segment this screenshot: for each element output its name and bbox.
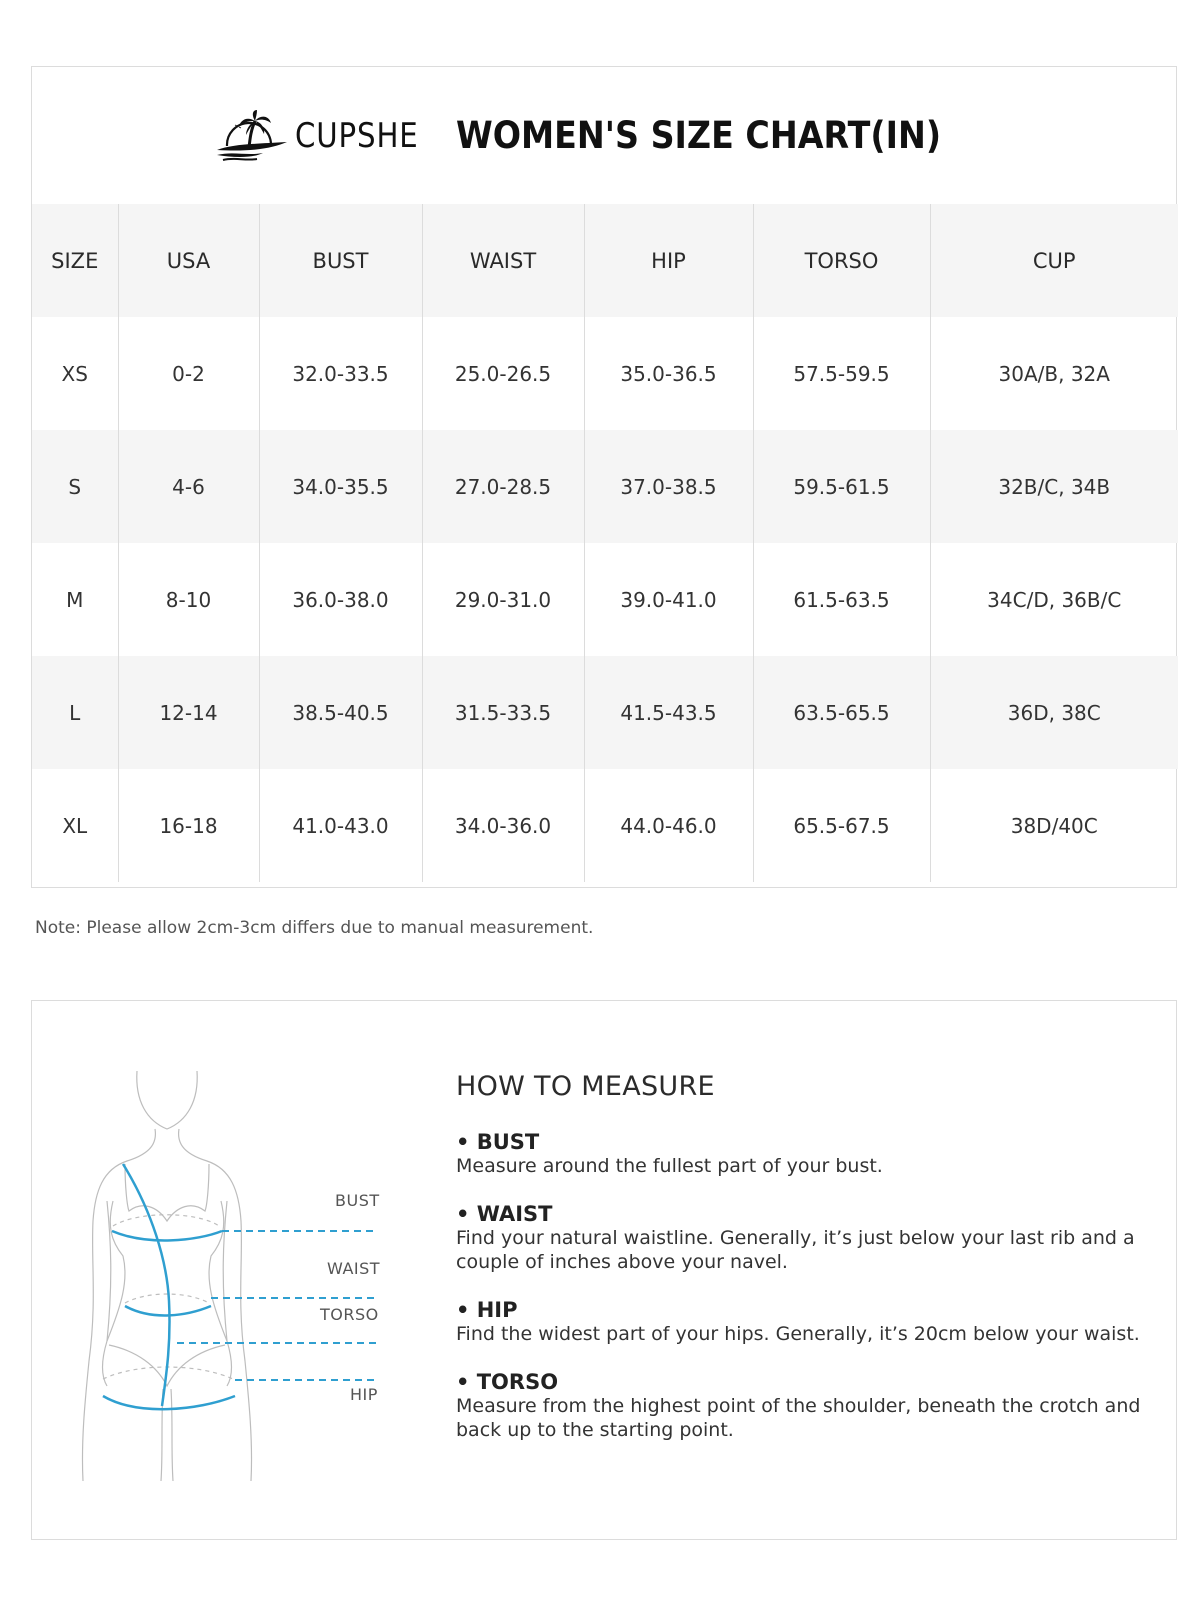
measure-item-desc: Measure around the fullest part of your bust. xyxy=(456,1155,883,1177)
cell-torso: 59.5-61.5 xyxy=(753,430,930,543)
measure-item-desc: Find the widest part of your hips. Generally, it’s 20cm below your waist. xyxy=(456,1323,1140,1345)
table-header-row xyxy=(32,204,1178,317)
cell-bust: 34.0-35.5 xyxy=(259,430,422,543)
cell-cup: 38D/40C xyxy=(930,769,1178,882)
cell-hip: 35.0-36.5 xyxy=(584,317,753,430)
cell-size: XL xyxy=(62,813,88,838)
cell-cup: 30A/B, 32A xyxy=(930,317,1178,430)
cell-hip: 39.0-41.0 xyxy=(584,543,753,656)
figure-label-bust: BUST xyxy=(335,1191,380,1210)
column-header-usa: USA xyxy=(118,204,259,317)
column-header-cup: CUP xyxy=(930,204,1178,317)
cell-size: M xyxy=(66,587,84,612)
measure-item-label: • BUST xyxy=(456,1130,540,1154)
cell-bust: 38.5-40.5 xyxy=(259,656,422,769)
cell-bust: 32.0-33.5 xyxy=(259,317,422,430)
cell-bust: 41.0-43.0 xyxy=(259,769,422,882)
cell-hip: 41.5-43.5 xyxy=(584,656,753,769)
size-table xyxy=(32,204,1178,882)
chart-header xyxy=(32,67,1176,204)
cell-torso: 65.5-67.5 xyxy=(753,769,930,882)
table-row xyxy=(32,317,1178,430)
cell-waist: 34.0-36.0 xyxy=(422,769,584,882)
table-row xyxy=(32,769,1178,882)
cell-cup: 36D, 38C xyxy=(930,656,1178,769)
measure-item-desc: Find your natural waistline. Generally, it’s just below your last rib and a couple of inches above your navel. xyxy=(456,1227,1135,1273)
cell-torso: 61.5-63.5 xyxy=(753,543,930,656)
palm-tree-sunset-icon xyxy=(213,108,291,164)
cell-usa: 4-6 xyxy=(118,430,259,543)
cell-torso: 57.5-59.5 xyxy=(753,317,930,430)
body-measurement-figure xyxy=(67,1041,427,1481)
column-header-bust: BUST xyxy=(259,204,422,317)
cell-torso: 63.5-65.5 xyxy=(753,656,930,769)
cell-bust: 36.0-38.0 xyxy=(259,543,422,656)
measure-item-label: • HIP xyxy=(456,1298,518,1322)
cell-cup: 34C/D, 36B/C xyxy=(930,543,1178,656)
cell-waist: 31.5-33.5 xyxy=(422,656,584,769)
measure-item-label: • TORSO xyxy=(456,1370,559,1394)
measure-item-waist xyxy=(456,1202,1156,1274)
cell-waist: 27.0-28.5 xyxy=(422,430,584,543)
cell-usa: 16-18 xyxy=(118,769,259,882)
cell-size: S xyxy=(68,474,82,499)
measure-item-label: • WAIST xyxy=(456,1202,553,1226)
measure-item-bust xyxy=(456,1130,1156,1178)
figure-label-torso: TORSO xyxy=(320,1305,379,1324)
column-header-hip: HIP xyxy=(584,204,753,317)
cell-size: L xyxy=(69,700,81,725)
measurement-note: Note: Please allow 2cm-3cm differs due to manual measurement. xyxy=(35,918,594,938)
measure-item-torso xyxy=(456,1370,1156,1442)
how-to-measure-card xyxy=(31,1000,1177,1540)
how-to-measure-section xyxy=(456,1071,1156,1466)
figure-label-hip: HIP xyxy=(350,1385,378,1404)
cell-usa: 0-2 xyxy=(118,317,259,430)
table-row xyxy=(32,656,1178,769)
table-row xyxy=(32,543,1178,656)
cell-size: XS xyxy=(61,361,88,386)
cell-hip: 37.0-38.5 xyxy=(584,430,753,543)
cell-hip: 44.0-46.0 xyxy=(584,769,753,882)
cell-waist: 29.0-31.0 xyxy=(422,543,584,656)
cell-cup: 32B/C, 34B xyxy=(930,430,1178,543)
cell-waist: 25.0-26.5 xyxy=(422,317,584,430)
table-row xyxy=(32,430,1178,543)
brand-logo xyxy=(213,108,439,164)
measure-item-hip xyxy=(456,1298,1156,1346)
column-header-torso: TORSO xyxy=(753,204,930,317)
figure-label-waist: WAIST xyxy=(327,1259,381,1278)
column-header-size: SIZE xyxy=(51,248,99,273)
section-title: HOW TO MEASURE xyxy=(456,1071,715,1102)
size-chart-card xyxy=(31,66,1177,888)
cell-usa: 8-10 xyxy=(118,543,259,656)
brand-name: CUPSHE xyxy=(294,115,419,156)
page-title: WOMEN'S SIZE CHART(IN) xyxy=(456,114,942,157)
cell-usa: 12-14 xyxy=(118,656,259,769)
measure-item-desc: Measure from the highest point of the shoulder, beneath the crotch and back up to the starting point. xyxy=(456,1395,1141,1441)
column-header-waist: WAIST xyxy=(422,204,584,317)
